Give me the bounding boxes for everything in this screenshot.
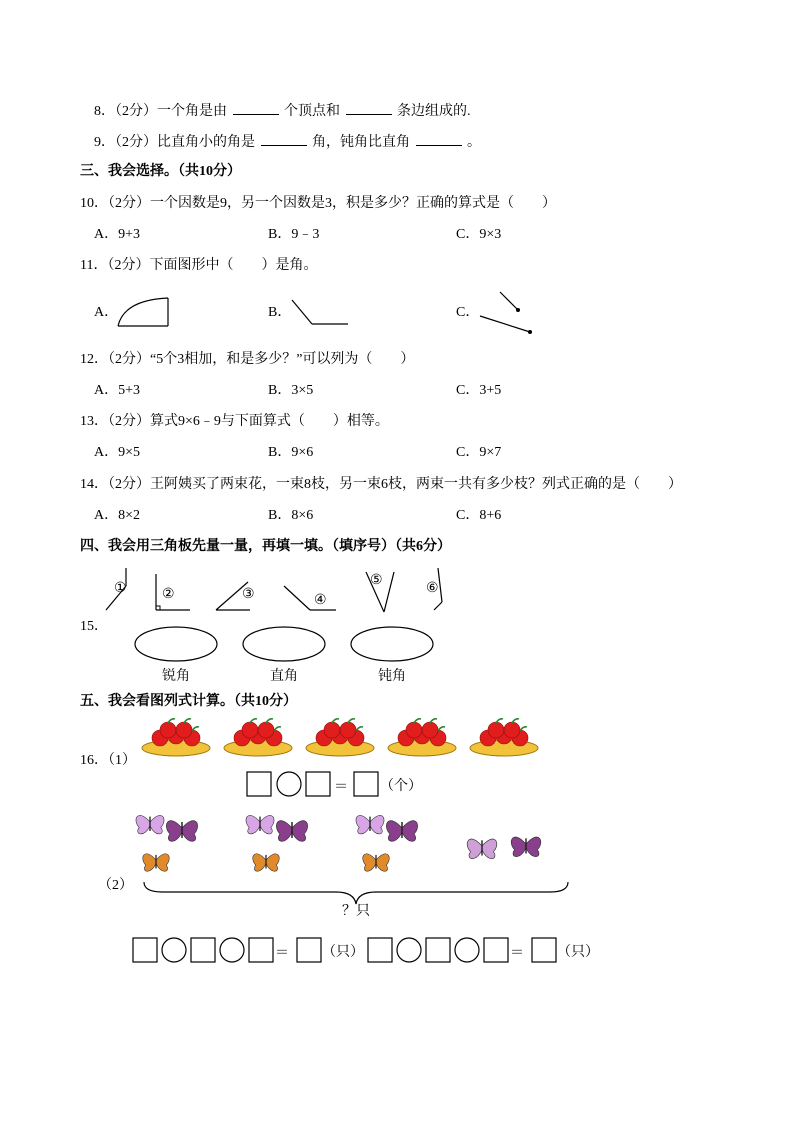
answer-box[interactable] xyxy=(247,772,271,796)
question-9 xyxy=(94,131,481,153)
apple xyxy=(406,722,422,738)
question-10-stem: 10．（2分）一个因数是9，另一个因数是3，积是多少？正确的算式是（ ） xyxy=(80,196,556,211)
apple-leaf xyxy=(250,719,257,723)
q9-blank-1[interactable] xyxy=(261,131,307,146)
operator-circle[interactable] xyxy=(397,938,421,962)
acute-answer-oval[interactable] xyxy=(135,627,217,661)
q8-blank-1[interactable] xyxy=(233,100,279,115)
angle-3 xyxy=(216,582,255,610)
apple xyxy=(488,722,504,738)
q8-text-mid: 个顶点和 xyxy=(284,104,340,119)
answer-box[interactable] xyxy=(368,938,392,962)
angle-2-label: ② xyxy=(162,587,175,602)
apple-plate xyxy=(306,719,374,756)
operator-circle[interactable] xyxy=(162,938,186,962)
q11-option-c[interactable]: C． xyxy=(456,305,480,320)
q8-text-post: 条边组成的. xyxy=(397,104,471,119)
equals-sign: ＝ xyxy=(510,946,524,961)
equals-sign: ＝ xyxy=(334,780,348,795)
answer-box[interactable] xyxy=(532,938,556,962)
apple-leaf xyxy=(274,727,281,731)
angle-2 xyxy=(156,574,190,610)
q10-option-b[interactable]: B．9﹣3 xyxy=(268,227,320,242)
butterfly-icon xyxy=(511,837,541,857)
q13-option-b[interactable]: B．9×6 xyxy=(268,445,314,460)
question-16-number: 16．（1） xyxy=(80,753,136,768)
q16-part2-equations xyxy=(132,936,599,964)
q11-option-a[interactable]: A． xyxy=(94,305,119,320)
q14-option-a[interactable]: A．8×2 xyxy=(94,508,141,523)
apple-leaf xyxy=(356,727,363,731)
apple-leaf xyxy=(438,727,445,731)
apple-plates-figure xyxy=(140,720,550,760)
apple-leaf xyxy=(184,719,191,723)
q11-bent-line-figure xyxy=(290,298,352,328)
unit-label-b: （只） xyxy=(557,945,599,960)
q10-option-a[interactable]: A．9+3 xyxy=(94,227,141,242)
answer-box[interactable] xyxy=(354,772,378,796)
question-14-stem: 14．（2分）王阿姨买了两束花，一束8枝，另一束6枝，两束一共有多少枝？列式正确的是（ ） xyxy=(80,477,682,492)
answer-box[interactable] xyxy=(426,938,450,962)
apple xyxy=(242,722,258,738)
section-3-heading: 三、我会选择。（共10分） xyxy=(80,164,241,179)
answer-box[interactable] xyxy=(249,938,273,962)
q9-text-pre: 9．（2分）比直角小的角是 xyxy=(94,135,255,150)
apple xyxy=(160,722,176,738)
apple-plate xyxy=(388,719,456,756)
apple-plate xyxy=(224,719,292,756)
answer-box[interactable] xyxy=(484,938,508,962)
q16-part2-label: （2） xyxy=(98,878,133,893)
apple xyxy=(422,722,438,738)
apple xyxy=(504,722,520,738)
butterfly-icon xyxy=(467,839,497,859)
apple-leaf xyxy=(266,719,273,723)
angle-1-label: ① xyxy=(114,581,127,596)
question-12-stem: 12．（2分）“5个3相加，和是多少？”可以列为（ ） xyxy=(80,352,415,367)
butterflies-figure xyxy=(130,802,590,886)
brace-question-label: ？只 xyxy=(342,904,370,919)
butterfly-icon xyxy=(356,815,384,834)
operator-circle[interactable] xyxy=(220,938,244,962)
obtuse-answer-oval[interactable] xyxy=(351,627,433,661)
butterfly-icon xyxy=(136,815,164,834)
apple-leaf xyxy=(414,719,421,723)
apple-leaf xyxy=(496,719,503,723)
apple xyxy=(176,722,192,738)
apple-leaf xyxy=(512,719,519,723)
section-4-heading: 四、我会用三角板先量一量，再填一填。（填序号）（共6分） xyxy=(80,539,451,554)
angle-3-label: ③ xyxy=(242,587,255,602)
unit-label-a: （只） xyxy=(322,945,364,960)
equals-sign: ＝ xyxy=(275,946,289,961)
q13-option-c[interactable]: C．9×7 xyxy=(456,445,502,460)
q10-option-c[interactable]: C．9×3 xyxy=(456,227,502,242)
q15-angle-figure xyxy=(104,566,448,686)
q11-arc-figure xyxy=(116,296,172,330)
question-11-stem: 11．（2分）下面图形中（ ）是角。 xyxy=(80,258,318,273)
butterfly-icon xyxy=(276,821,307,842)
q9-blank-2[interactable] xyxy=(416,131,462,146)
apple-leaf xyxy=(168,719,175,723)
q11-separate-rays-figure xyxy=(478,290,538,336)
q12-option-c[interactable]: C．3+5 xyxy=(456,383,502,398)
category-acute: 锐角 xyxy=(162,669,190,684)
question-13-stem: 13．（2分）算式9×6﹣9与下面算式（ ）相等。 xyxy=(80,414,389,429)
butterfly-icon xyxy=(253,854,279,872)
apple-plate xyxy=(142,719,210,756)
butterfly-icon xyxy=(386,821,417,842)
butterfly-icon xyxy=(143,854,169,872)
q16-part1-equation xyxy=(246,770,436,798)
category-right: 直角 xyxy=(270,669,298,684)
answer-box[interactable] xyxy=(306,772,330,796)
question-8 xyxy=(94,100,471,122)
angle-6 xyxy=(426,568,442,610)
angle-4-label: ④ xyxy=(314,593,327,608)
apple-leaf xyxy=(520,727,527,731)
apple xyxy=(324,722,340,738)
operator-circle[interactable] xyxy=(455,938,479,962)
apple-leaf xyxy=(192,727,199,731)
unit-label: （个） xyxy=(380,779,422,794)
category-obtuse: 钝角 xyxy=(378,669,406,684)
right-answer-oval[interactable] xyxy=(243,627,325,661)
q12-option-a[interactable]: A．5+3 xyxy=(94,383,141,398)
answer-box[interactable] xyxy=(133,938,157,962)
question-15-number: 15． xyxy=(80,619,108,634)
angle-6-label: ⑥ xyxy=(426,581,439,596)
apple xyxy=(258,722,274,738)
apple-leaf xyxy=(332,719,339,723)
answer-box[interactable] xyxy=(191,938,215,962)
angle-5 xyxy=(366,572,394,612)
answer-box[interactable] xyxy=(297,938,321,962)
apple xyxy=(340,722,356,738)
section-5-heading: 五、我会看图列式计算。（共10分） xyxy=(80,694,297,709)
q14-option-b[interactable]: B．8×6 xyxy=(268,508,314,523)
butterfly-icon xyxy=(246,815,274,834)
q9-text-post: 。 xyxy=(467,135,481,150)
butterfly-icon xyxy=(166,821,197,842)
q13-option-a[interactable]: A．9×5 xyxy=(94,445,141,460)
angle-1 xyxy=(106,568,127,610)
q11-option-b[interactable]: B． xyxy=(268,305,292,320)
angle-5-label: ⑤ xyxy=(370,573,383,588)
apple-leaf xyxy=(348,719,355,723)
apple-plate xyxy=(470,719,538,756)
q8-blank-2[interactable] xyxy=(346,100,392,115)
operator-circle[interactable] xyxy=(277,772,301,796)
angle-4 xyxy=(284,586,336,610)
q14-option-c[interactable]: C．8+6 xyxy=(456,508,502,523)
q9-text-mid: 角，钝角比直角 xyxy=(312,135,410,150)
butterfly-icon xyxy=(363,854,389,872)
apple-leaf xyxy=(430,719,437,723)
q12-option-b[interactable]: B．3×5 xyxy=(268,383,314,398)
q8-text-pre: 8．（2分）一个角是由 xyxy=(94,104,227,119)
